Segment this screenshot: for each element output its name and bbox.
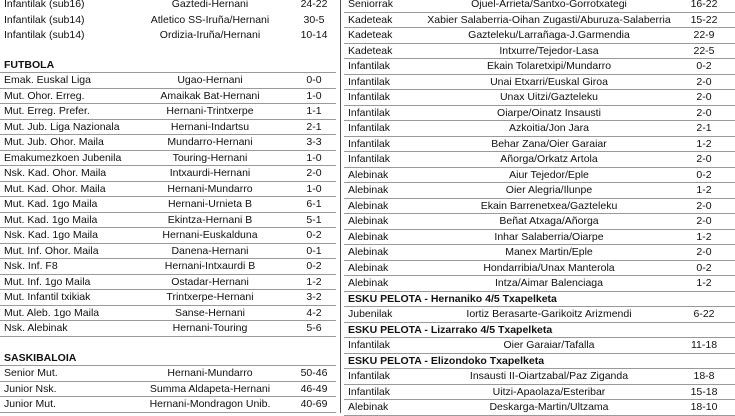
result-row xyxy=(344,183,735,199)
score: 1-2 xyxy=(696,184,712,196)
result-row xyxy=(344,230,735,246)
result-row xyxy=(0,213,336,229)
category: Senior Mut. xyxy=(4,367,58,379)
result-row xyxy=(344,75,735,91)
match: Deskarga-Martin/Ultzama xyxy=(489,401,609,413)
category: Nsk. Kad. 1go Maila xyxy=(4,229,98,241)
category: Emak. Euskal Liga xyxy=(4,74,91,86)
score: 22-9 xyxy=(693,29,715,41)
match: Gazteleku/Larrañaga-J.Garmendia xyxy=(468,29,630,41)
result-row xyxy=(0,382,336,398)
category: Alebinak xyxy=(348,199,389,212)
result-row xyxy=(0,89,336,105)
result-row xyxy=(344,307,735,323)
score: 1-0 xyxy=(306,89,322,102)
score: 0-1 xyxy=(306,244,322,257)
match: Intxaurdi-Hernani xyxy=(169,167,251,179)
match: Intxurre/Tejedor-Lasa xyxy=(499,44,599,57)
result-row xyxy=(0,73,336,89)
category: Mut. Jub. Ohor. Maila xyxy=(4,136,104,148)
result-row xyxy=(344,214,735,230)
result-row xyxy=(0,166,336,182)
category: Kadeteak xyxy=(348,44,393,57)
score: 1-2 xyxy=(306,275,322,288)
score: 2-1 xyxy=(306,120,322,133)
category: Alebinak xyxy=(348,261,389,274)
category: Infantilak xyxy=(348,153,391,165)
result-row xyxy=(0,104,336,120)
score: 4-2 xyxy=(306,306,322,319)
score: 0-2 xyxy=(306,229,322,241)
section-heading xyxy=(344,292,735,308)
match: Hernani-Trintxerpe xyxy=(166,105,254,117)
match: Oiarpe/Oinatz Insausti xyxy=(497,106,601,119)
category: Infantilak xyxy=(348,60,391,72)
result-row xyxy=(344,276,735,292)
result-row xyxy=(0,306,336,322)
result-row xyxy=(344,59,735,75)
match: Ekain Barrenetxea/Gazteleku xyxy=(480,199,618,212)
score: 2-0 xyxy=(696,246,712,258)
score: 2-0 xyxy=(696,75,712,88)
result-row xyxy=(344,13,735,29)
category: Alebinak xyxy=(348,401,389,413)
category: Infantilak xyxy=(348,339,391,351)
match: Aiur Tejedor/Eple xyxy=(509,168,589,181)
score: 15-18 xyxy=(690,385,718,398)
result-row xyxy=(344,199,735,215)
result-row xyxy=(344,245,735,261)
match: Añorga/Orkatz Artola xyxy=(500,153,598,165)
category: Infantilak xyxy=(348,137,391,150)
result-row xyxy=(344,90,735,106)
score: 0-2 xyxy=(696,60,712,72)
match: Unai Etxarri/Euskal Giroa xyxy=(490,75,608,88)
match: Trintxerpe-Hernani xyxy=(166,291,254,303)
match: Ekain Tolaretxipi/Mundarro xyxy=(486,60,612,72)
section-title: ESKU PELOTA - Elizondoko Txapelketa xyxy=(348,354,545,367)
category: Alebinak xyxy=(348,168,389,181)
match: Hernani-Mundarro xyxy=(167,367,253,379)
match: Ugao-Hernani xyxy=(177,74,243,86)
match: Hernani-Touring xyxy=(172,322,248,334)
result-row xyxy=(344,338,735,354)
category: Infantilak xyxy=(348,370,391,382)
result-row xyxy=(344,121,735,137)
match: Beñat Atxaga/Añorga xyxy=(499,215,599,227)
result-row xyxy=(344,152,735,168)
category: Kadeteak xyxy=(348,29,393,41)
section-title: SASKIBALOIA xyxy=(4,351,77,364)
score: 6-22 xyxy=(693,308,715,320)
match: Hernani-Euskalduna xyxy=(162,229,258,241)
category: Alebinak xyxy=(348,246,389,258)
match: Unax Uitzi/Gazteleku xyxy=(499,91,599,103)
category: Mut. Kad. Ohor. Maila xyxy=(4,182,106,195)
category: Seniorrak xyxy=(348,0,393,10)
result-row xyxy=(0,321,336,337)
result-row xyxy=(344,385,735,401)
score: 11-18 xyxy=(690,339,718,351)
category: Jubenilak xyxy=(348,308,393,320)
score: 10-14 xyxy=(300,29,328,41)
category: Infantilak (sub16) xyxy=(4,0,85,10)
category: Alebinak xyxy=(348,277,389,289)
result-row xyxy=(0,197,336,213)
score: 0-2 xyxy=(306,260,322,272)
category: Mut. Jub. Liga Nazionala xyxy=(4,120,120,133)
category: Alebinak xyxy=(348,215,389,227)
spacer xyxy=(0,337,336,351)
match: Gaztedi-Hernani xyxy=(171,0,249,10)
category: Mut. Erreg. Prefer. xyxy=(4,105,90,117)
score: 16-22 xyxy=(690,0,718,10)
score: 0-2 xyxy=(696,168,712,181)
result-row xyxy=(0,228,336,244)
match: Danena-Hernani xyxy=(171,244,249,257)
score: 1-0 xyxy=(306,182,322,195)
category: Junior Nsk. xyxy=(4,382,57,395)
match: Behar Zana/Oier Garaiar xyxy=(491,137,607,150)
score: 2-0 xyxy=(696,91,712,103)
category: Mut. Inf. 1go Maila xyxy=(4,275,91,288)
category: Nsk. Inf. F8 xyxy=(4,260,58,272)
score: 1-2 xyxy=(696,230,712,243)
category: Mut. Inf. Ohor. Maila xyxy=(4,244,99,257)
result-row xyxy=(0,182,336,198)
match: Ojuel-Arrieta/Santxo-Gorrotxategi xyxy=(471,0,627,10)
match: Ostadar-Hernani xyxy=(171,275,249,288)
category: Infantilak xyxy=(348,122,391,134)
score: 2-0 xyxy=(696,199,712,212)
category: Mut. Kad. 1go Maila xyxy=(4,198,98,210)
match: Sanse-Hernani xyxy=(174,306,246,319)
score: 30-5 xyxy=(303,13,325,26)
category: Infantilak xyxy=(348,385,391,398)
result-row xyxy=(0,120,336,136)
section-title: ESKU PELOTA - Lizarrako 4/5 Txapelketa xyxy=(348,323,553,336)
result-row xyxy=(344,369,735,385)
match: Inhar Salaberria/Oiarpe xyxy=(494,230,604,243)
column-divider xyxy=(340,0,341,413)
match: Oier Garaiar/Tafalla xyxy=(503,339,595,351)
category: Emakumezkoen Jubenila xyxy=(4,151,122,164)
score: 2-0 xyxy=(696,153,712,165)
score: 5-1 xyxy=(306,213,322,226)
category: Nsk. Kad. Ohor. Maila xyxy=(4,167,107,179)
score: 40-69 xyxy=(300,398,328,410)
score: 0-2 xyxy=(696,261,712,274)
score: 15-22 xyxy=(690,13,718,26)
category: Alebinak xyxy=(348,184,389,196)
match: Insausti II-Oiartzabal/Paz Ziganda xyxy=(469,370,629,382)
score: 22-5 xyxy=(693,44,715,57)
section-heading xyxy=(0,58,336,74)
score: 18-8 xyxy=(693,370,715,382)
section-title: ESKU PELOTA - Hernaniko 4/5 Txapelketa xyxy=(348,292,557,305)
result-row xyxy=(0,259,336,275)
match: Xabier Salaberria-Oihan Zugasti/Aburuza-Salaberria xyxy=(427,13,671,26)
match: Hernani-Urnieta B xyxy=(167,198,253,210)
score: 46-49 xyxy=(300,382,328,395)
category: Junior Mut. xyxy=(4,398,56,410)
category: Infantilak xyxy=(348,91,391,103)
result-row xyxy=(0,0,336,13)
match: Intza/Aimar Balenciaga xyxy=(495,277,603,289)
result-row xyxy=(0,28,336,44)
result-row xyxy=(0,275,336,291)
score: 6-1 xyxy=(306,198,322,210)
section-title: FUTBOLA xyxy=(4,58,55,71)
result-row xyxy=(344,137,735,153)
section-heading xyxy=(0,351,336,367)
section-heading xyxy=(344,354,735,370)
category: Kadeteak xyxy=(348,13,393,26)
score: 24-22 xyxy=(300,0,328,10)
category: Infantilak xyxy=(348,106,391,119)
match: Manex Martin/Eple xyxy=(505,246,593,258)
result-row xyxy=(344,28,735,44)
match: Ekintza-Hernani B xyxy=(167,213,253,226)
result-row xyxy=(0,13,336,29)
match: Touring-Hernani xyxy=(172,151,248,164)
score: 3-3 xyxy=(306,136,322,148)
result-row xyxy=(0,135,336,151)
match: Azkoitia/Jon Jara xyxy=(509,122,589,134)
result-row xyxy=(0,151,336,167)
match: Oier Alegria/Ilunpe xyxy=(505,184,593,196)
score: 2-0 xyxy=(306,167,322,179)
score: 3-2 xyxy=(306,291,322,303)
score: 1-2 xyxy=(696,277,712,289)
category: Nsk. Alebinak xyxy=(4,322,68,334)
score: 0-0 xyxy=(306,74,322,86)
score: 2-0 xyxy=(696,215,712,227)
results-right-column xyxy=(344,0,735,416)
match: Hernani-Indartsu xyxy=(170,120,250,133)
result-row xyxy=(344,168,735,184)
match: Atletico SS-Iruña/Hernani xyxy=(150,13,270,26)
spacer xyxy=(0,44,336,58)
result-row xyxy=(344,261,735,277)
result-row xyxy=(0,397,336,413)
match: Hondarribia/Unax Manterola xyxy=(483,261,615,274)
score: 1-2 xyxy=(696,137,712,150)
match: Amaikak Bat-Hernani xyxy=(160,89,260,102)
result-row xyxy=(0,290,336,306)
score: 2-1 xyxy=(696,122,712,134)
match: Iortiz Berasarte-Garikoitz Arizmendi xyxy=(466,308,632,320)
category: Infantilak xyxy=(348,75,391,88)
category: Mut. Kad. 1go Maila xyxy=(4,213,98,226)
score: 50-46 xyxy=(300,367,328,379)
match: Hernani-Mondragon Unib. xyxy=(149,398,271,410)
score: 2-0 xyxy=(696,106,712,119)
result-row xyxy=(344,44,735,60)
result-row xyxy=(344,0,735,13)
category: Infantilak (sub14) xyxy=(4,13,85,26)
score: 1-0 xyxy=(306,151,322,164)
match: Mundarro-Hernani xyxy=(167,136,253,148)
category: Mut. Aleb. 1go Maila xyxy=(4,306,100,319)
score: 1-1 xyxy=(306,105,322,117)
match: Ordizia-Iruña/Hernani xyxy=(159,29,261,41)
score: 18-10 xyxy=(690,401,718,413)
match: Hernani-Mundarro xyxy=(167,182,253,195)
results-left-column xyxy=(0,0,336,413)
match: Summa Aldapeta-Hernani xyxy=(149,382,271,395)
category: Mut. Infantil txikiak xyxy=(4,291,91,303)
category: Alebinak xyxy=(348,230,389,243)
result-row xyxy=(344,400,735,416)
match: Hernani-Intxaurdi B xyxy=(164,260,256,272)
category: Mut. Ohor. Erreg. xyxy=(4,89,85,102)
section-heading xyxy=(344,323,735,339)
result-row xyxy=(0,244,336,260)
category: Infantilak (sub14) xyxy=(4,29,85,41)
result-row xyxy=(0,366,336,382)
match: Uitzi-Apaolaza/Esteribar xyxy=(492,385,606,398)
score: 5-6 xyxy=(306,322,322,334)
result-row xyxy=(344,106,735,122)
